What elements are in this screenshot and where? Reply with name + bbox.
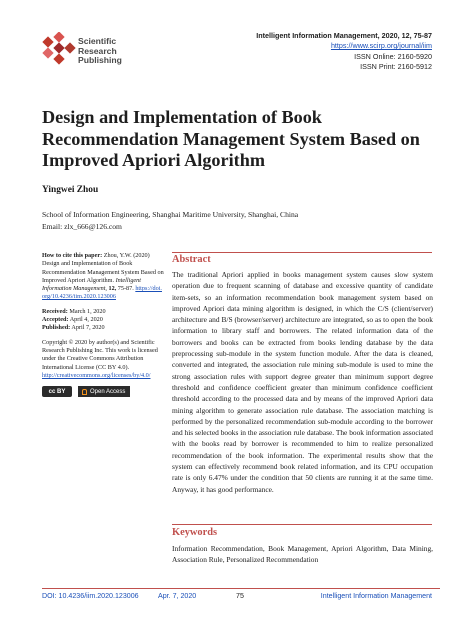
author-email: Email: zlx_666@126.com [42, 222, 122, 231]
footer-journal: Intelligent Information Management [320, 592, 432, 600]
journal-citation: Intelligent Information Management, 2020, 12, 75-87 [256, 31, 432, 40]
publisher-name: Scientific Research Publishing [78, 36, 122, 66]
copyright-block: Copyright © 2020 by author(s) and Scientific Research Publishing Inc. This work is licensed under the Creative Commons Attribution International License (CC BY 4.0). http://creativecommons.org/licenses/by/4.0/ [42, 338, 158, 379]
citation-block: How to cite this paper: Zhou, Y.W. (2020) Design and Implementation of Book Recommendation Management System Based on Improved Apriori Algorithm. Intelligent Information Management, 12, 75-87. https://doi.org/10.4236/iim.2020.123006 [42, 252, 164, 301]
footer-date: Apr. 7, 2020 [158, 592, 197, 600]
page-number: 75 [236, 592, 244, 600]
issn-print: ISSN Print: 2160-5912 [360, 62, 432, 72]
doi-link[interactable]: https://doi.org/10.4236/iim.2020.123006 [42, 285, 162, 301]
keywords-text: Information Recommendation, Book Management, Apriori Algorithm, Data Mining, Association Rule, Personalized Recommendation [172, 544, 433, 565]
license-link[interactable]: http://creativecommons.org/licenses/by/4.0/ [42, 371, 151, 379]
dates-block: Received: March 1, 2020 Accepted: April 4, 2020 Published: April 7, 2020 [42, 307, 106, 332]
author-name: Yingwei Zhou [42, 185, 99, 195]
footer-doi: DOI: 10.4236/iim.2020.123006 [42, 592, 139, 600]
keywords-heading: Keywords [172, 527, 218, 538]
footer-divider [42, 588, 440, 589]
cc-by-badge-icon[interactable]: cc BY [42, 386, 72, 397]
abstract-text: The traditional Apriori applied in books management system causes slow system operation due to frequent scanning of database and excessive quantity of candidate item-sets, so an information recommendation book management system based on improved Apriori data mining algorithm is designed, in which the C/S (client/server) architecture and B/S (browser/server) architecture are integrated, so as to open the book information to library staff and borrowers. The related information data of the borrowers and books can be extracted from books lending database by the data preprocessing sub-module in the system function module. After the data is cleaned, converted and integrated, the association rule mining sub-module is used to mine the strong association rules with support degree greater than minimum support degree threshold and confidence coefficient greater than minimum confidence coefficient threshold according to the processed data and by means of the improved Apriori data mining algorithm to generate association rule database. The association matching is performed by the personalized recommendation sub-module according to the borrower and his selected books in the association rule database. The book information associated with the books read by borrower is recommended to him to realize personalized recommendation of the book information. The experimental results show that the system can effectively recommend book related information, and its CPU occupation rate is only 6.47% under the condition that 50 clients are running it at the same time. Anyway, it has good performance. [172, 270, 433, 494]
abstract-heading: Abstract [172, 254, 211, 265]
open-access-badge: Open Access [78, 386, 130, 397]
author-affiliation: School of Information Engineering, Shanghai Maritime University, Shanghai, China Email: zlx_666@126.com [42, 210, 299, 231]
keywords-divider [172, 524, 432, 525]
open-lock-icon [82, 389, 87, 395]
paper-title: Design and Implementation of Book Recommendation Management System Based on Improved Apriori Algorithm [42, 107, 420, 171]
abstract-divider [172, 252, 432, 253]
srp-logo-icon [42, 32, 75, 65]
publisher-logo [42, 32, 202, 72]
issn-online: ISSN Online: 2160-5920 [354, 51, 432, 61]
journal-url-link[interactable]: https://www.scirp.org/journal/iim [330, 41, 432, 51]
journal-header [256, 31, 432, 73]
article-info-column [42, 252, 165, 397]
